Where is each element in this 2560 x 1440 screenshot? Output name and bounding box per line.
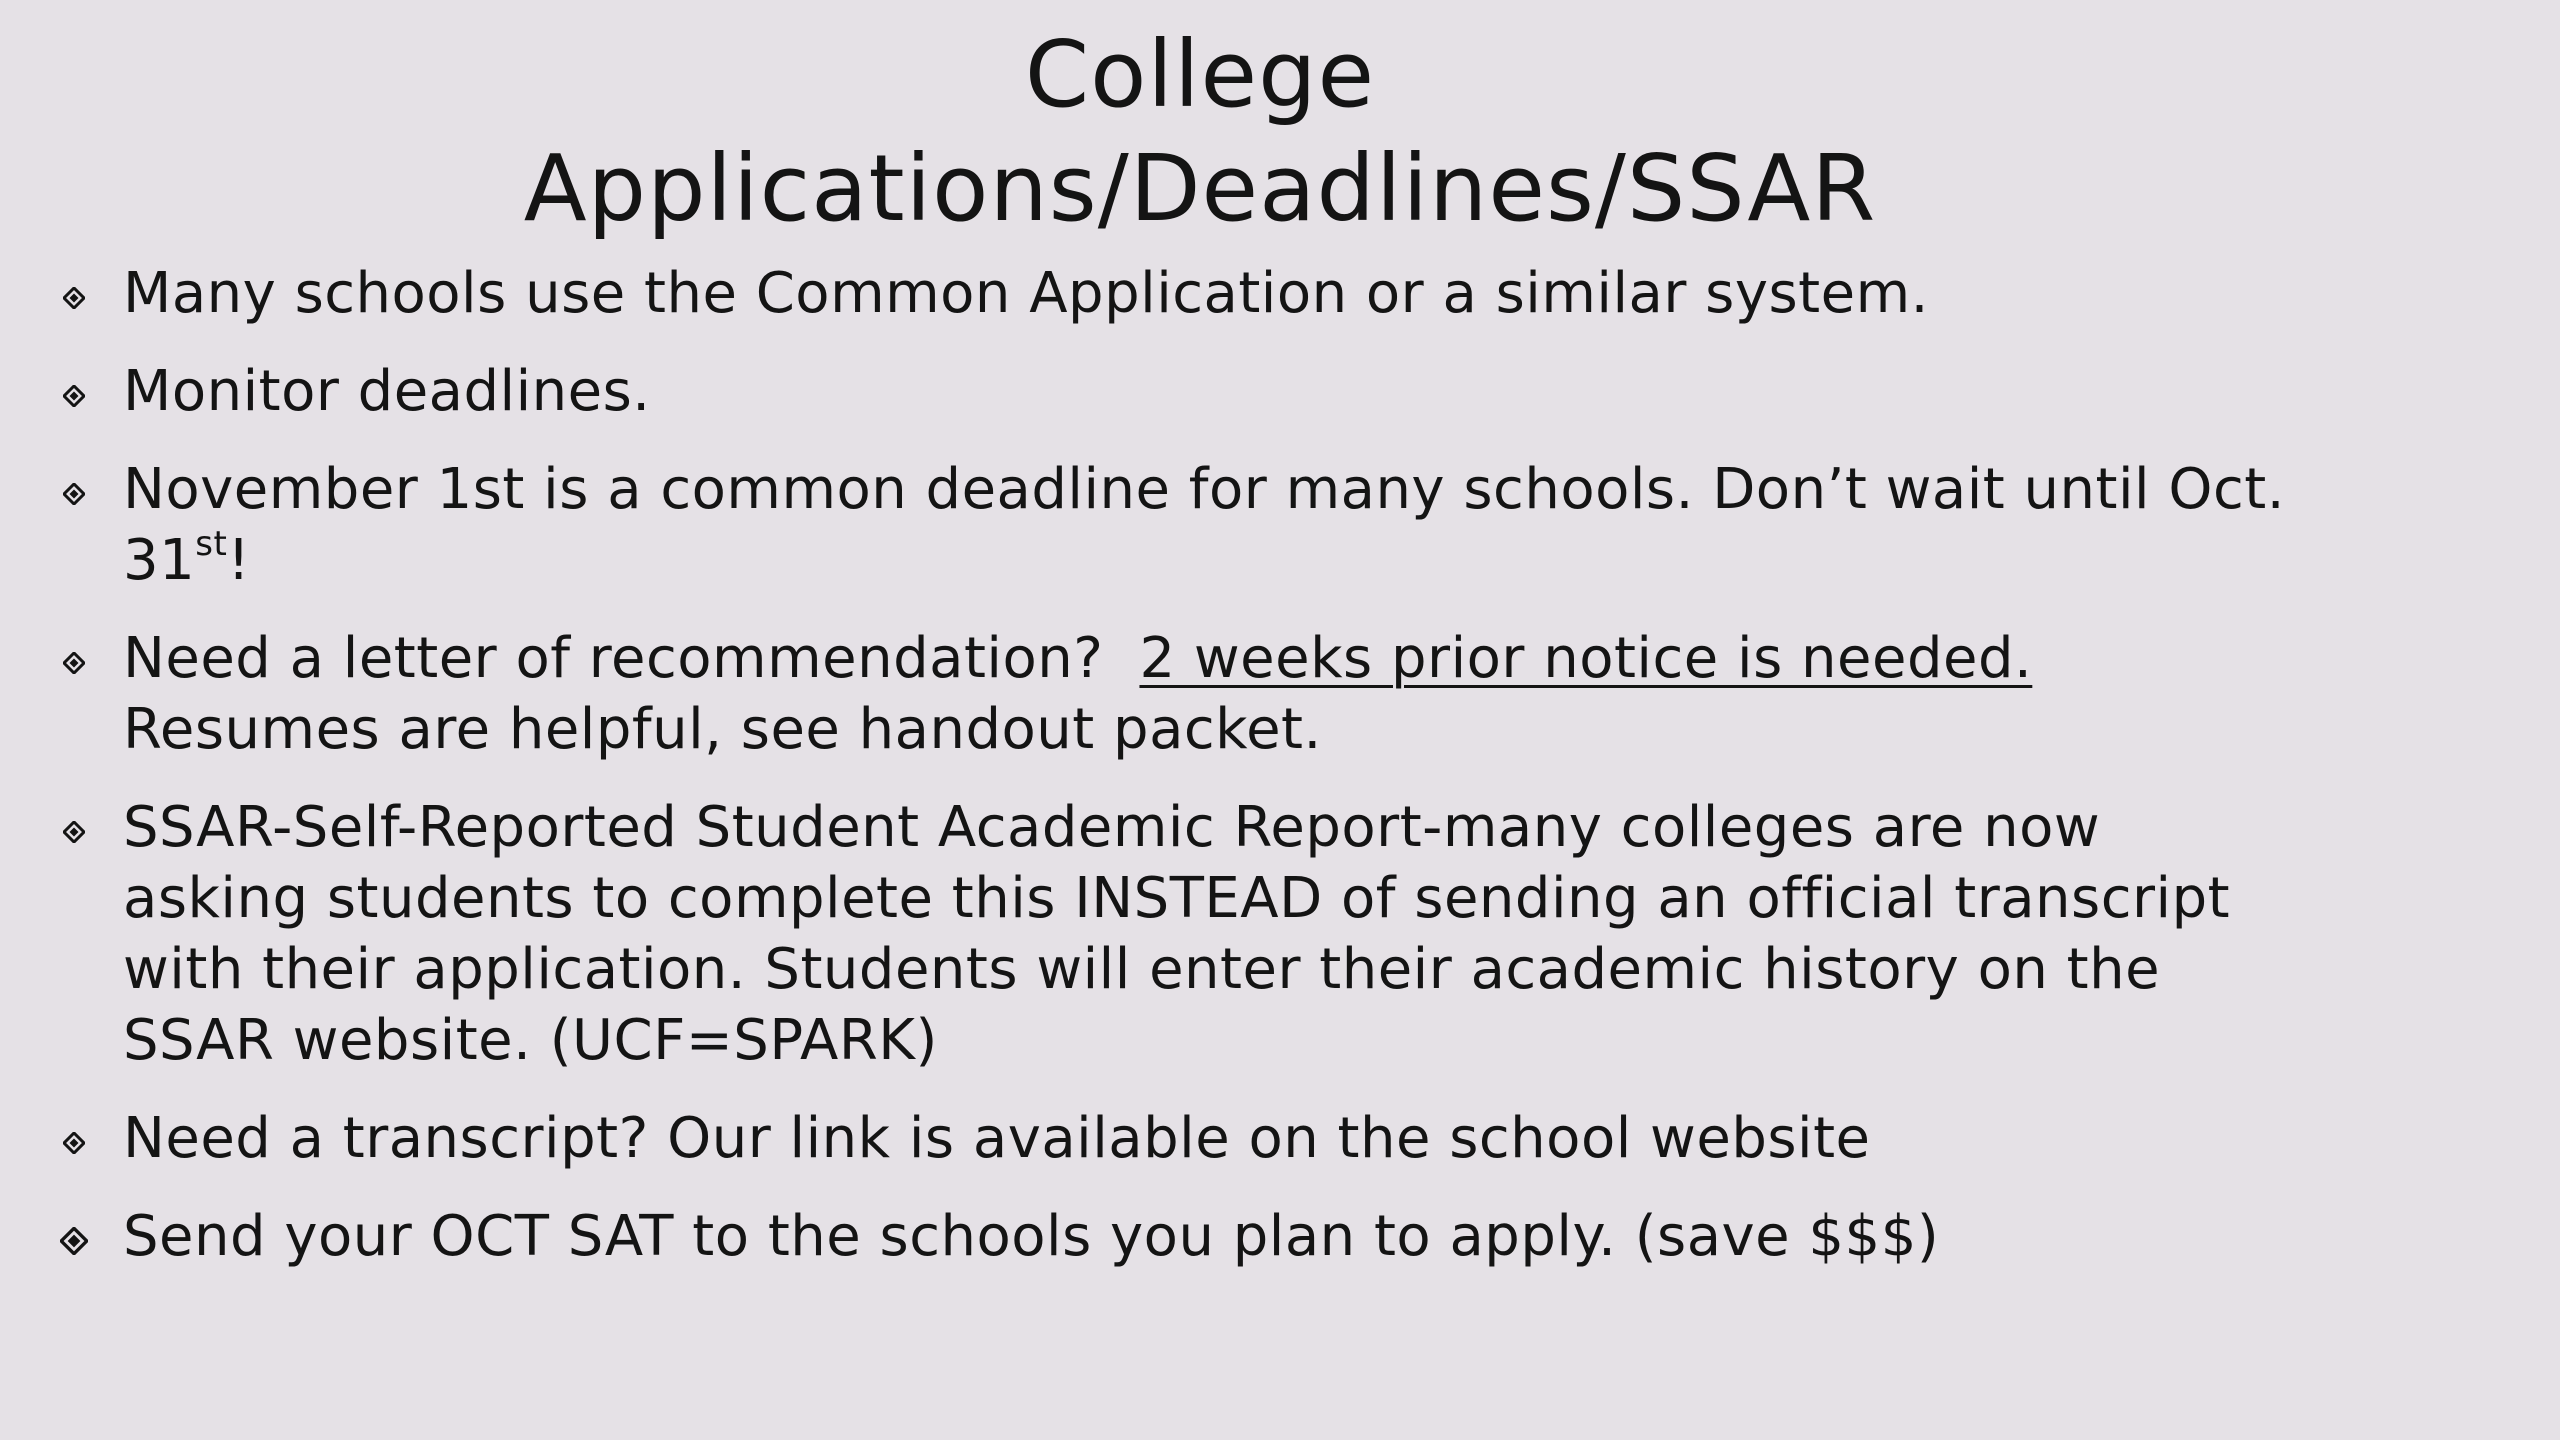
date-number: 31 — [123, 528, 196, 593]
recommendation-question: Need a letter of recommendation? — [123, 626, 1104, 691]
bullet-text-line: November 1st is a common deadline for many schools. Don’t wait until Oct. — [123, 457, 2286, 522]
bullet-list — [60, 258, 2360, 1299]
bullet-text: Monitor deadlines. — [123, 359, 651, 424]
bullet-text-line: asking students to complete this INSTEAD of sending an official transcript — [123, 866, 2231, 931]
notice-requirement: 2 weeks prior notice is needed. — [1139, 626, 2033, 691]
title-line-2: Applications/Deadlines/SSAR — [523, 135, 1877, 242]
diamond-bullet-icon — [63, 652, 85, 674]
diamond-bullet-icon — [63, 483, 85, 505]
diamond-bullet-icon — [63, 821, 85, 843]
slide-title — [400, 18, 2000, 246]
bullet-text-line: Resumes are helpful, see handout packet. — [123, 697, 1322, 762]
bullet-item — [60, 1103, 2360, 1174]
bullet-text-line — [123, 525, 2360, 596]
title-line-1: College — [1024, 21, 1376, 128]
bullet-item — [60, 623, 2360, 765]
bullet-text-line: SSAR website. (UCF=SPARK) — [123, 1008, 938, 1073]
bullet-item — [60, 792, 2360, 1076]
bullet-text: Many schools use the Common Application or a similar system. — [123, 261, 1929, 326]
ordinal-suffix: st — [195, 524, 228, 564]
bullet-text-line: with their application. Students will enter their academic history on the — [123, 937, 2161, 1002]
diamond-bullet-icon — [60, 1227, 88, 1255]
bullet-item — [60, 258, 2360, 329]
bullet-item — [60, 1201, 2360, 1272]
bullet-text-line — [123, 623, 2360, 694]
diamond-bullet-icon — [63, 385, 85, 407]
bullet-item — [60, 356, 2360, 427]
diamond-bullet-icon — [63, 1132, 85, 1154]
bullet-item — [60, 454, 2360, 596]
bullet-text-line: SSAR-Self-Reported Student Academic Report-many colleges are now — [123, 795, 2101, 860]
bullet-text: Send your OCT SAT to the schools you plan to apply. (save $$$) — [123, 1204, 1940, 1269]
exclamation: ! — [227, 528, 251, 593]
diamond-bullet-icon — [63, 287, 85, 309]
bullet-text: Need a transcript? Our link is available on the school website — [123, 1106, 1871, 1171]
